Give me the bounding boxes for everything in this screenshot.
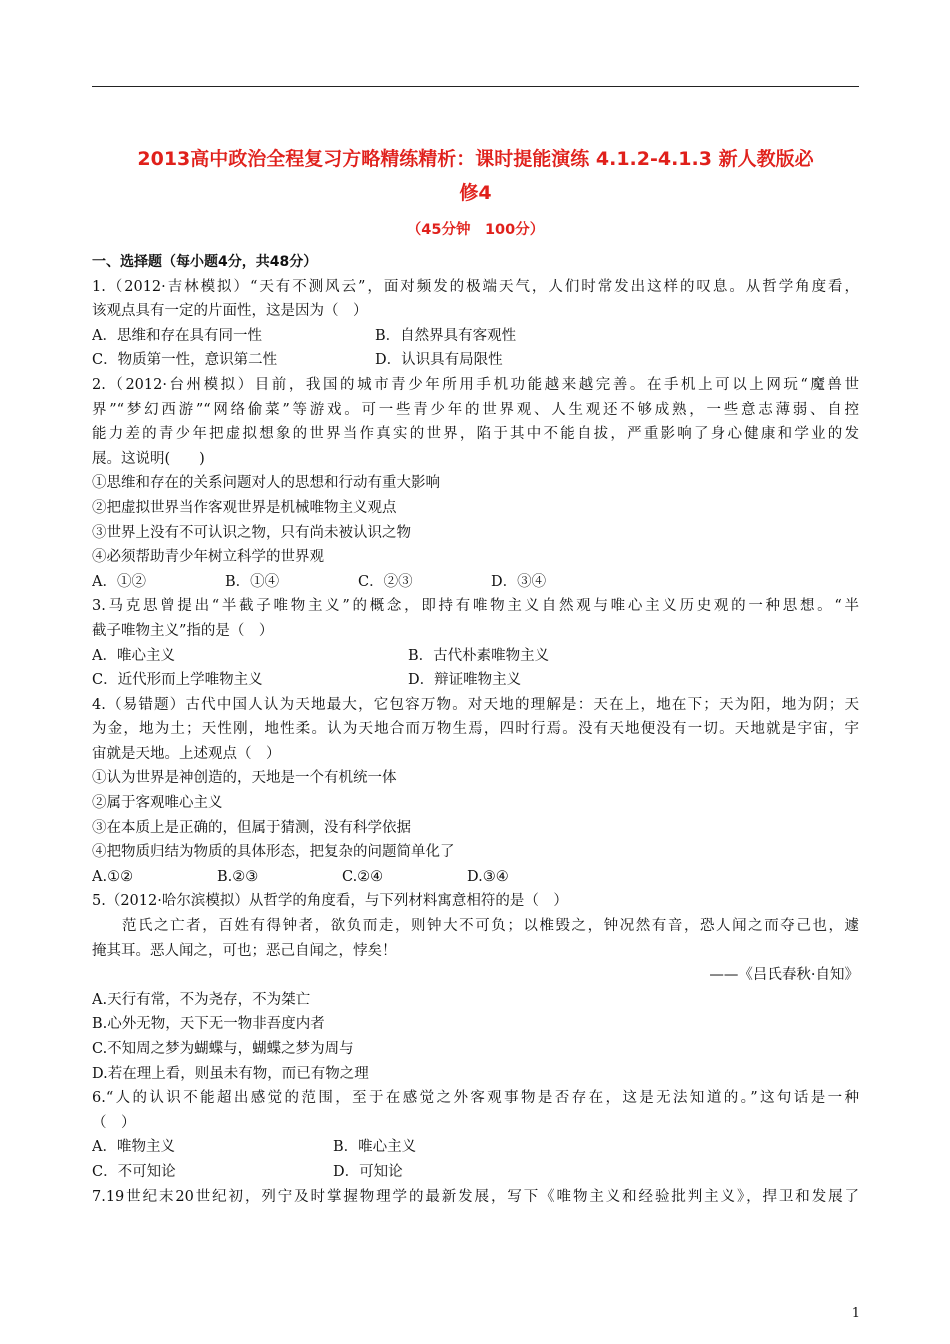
- q4-line: 为金，地为土；天性刚，地性柔。认为天地合而万物生焉，四时行焉。没有天地便没有一切。天地就是宇宙，宇: [92, 721, 859, 738]
- q6-option-d: D．可知论: [333, 1163, 403, 1180]
- q4-statement-1: ①认为世界是神创造的，天地是一个有机统一体: [92, 770, 397, 787]
- q2-option-a: A．①②: [92, 573, 146, 590]
- question-6: [92, 1086, 859, 1184]
- q1-line: 该观点具有一定的片面性，这是因为（ ）: [92, 303, 368, 320]
- q4-statement-2: ②属于客观唯心主义: [92, 795, 223, 812]
- q6-option-a: A．唯物主义: [92, 1139, 175, 1156]
- q3-option-b: B．古代朴素唯物主义: [408, 647, 550, 664]
- q2-statement-4: ④必须帮助青少年树立科学的世界观: [92, 549, 324, 566]
- question-2: [92, 373, 859, 594]
- q2-line: 界”“梦幻西游”“网络偷菜”等游戏。可一些青少年的世界观、人生观还不够成熟，一些意志薄弱、自控: [92, 401, 859, 418]
- question-7: [92, 1185, 859, 1210]
- q2-statement-1: ①思维和存在的关系问题对人的思想和行动有重大影响: [92, 475, 440, 492]
- q3-option-d: D．辩证唯物主义: [408, 672, 522, 689]
- q5-line: 5.（2012·哈尔滨模拟）从哲学的角度看，与下列材料寓意相符的是（ ）: [92, 893, 568, 910]
- q2-statement-2: ②把虚拟世界当作客观世界是机械唯物主义观点: [92, 499, 397, 516]
- q3-option-a: A．唯心主义: [92, 647, 175, 664]
- question-5: [92, 889, 859, 1086]
- question-3: [92, 594, 859, 692]
- q1-options-row: [92, 324, 859, 349]
- q4-option-c: C.②④: [342, 868, 384, 885]
- q2-option-c: C．②③: [358, 573, 413, 590]
- q2-line: 能力差的青少年把虚拟想象的世界当作真实的世界，陷于其中不能自拔，严重影响了身心健康和学业的发: [92, 426, 859, 443]
- q6-option-b: B．唯心主义: [333, 1139, 417, 1156]
- q4-options-row: [92, 865, 859, 890]
- q5-option-d: D.若在理上看，则虽未有物，而已有物之理: [92, 1065, 369, 1082]
- title-line-2: 修4: [459, 182, 492, 204]
- q6-line: （ ）: [92, 1114, 136, 1131]
- q7-line: 7.19世纪末20世纪初，列宁及时掌握物理学的最新发展，写下《唯物主义和经验批判主义》，捍卫和发展了: [92, 1188, 859, 1205]
- q4-option-b: B.②③: [217, 868, 259, 885]
- time-score-subtitle: （45分钟 100分）: [406, 222, 545, 238]
- q2-line: 展。这说明( ): [92, 450, 205, 467]
- q1-line: 1.（2012·吉林模拟）“天有不测风云”，面对频发的极端天气，人们时常发出这样的叹息。从哲学角度看，: [92, 278, 859, 295]
- q4-line: 4.（易错题）古代中国人认为天地最大，它包容万物。对天地的理解是：天在上，地在下；天为阳，地为阴；天: [92, 696, 859, 713]
- q2-option-d: D．③④: [491, 573, 547, 590]
- q2-option-b: B．①④: [225, 573, 280, 590]
- q1-option-c: C．物质第一性，意识第二性: [92, 352, 278, 369]
- q4-statement-4: ④把物质归结为物质的具体形态，把复杂的问题简单化了: [92, 844, 455, 861]
- q1-option-d: D．认识具有局限性: [375, 352, 503, 369]
- q5-quote-line: 掩其耳。恶人闻之，可也；恶己自闻之，悖矣！: [92, 942, 397, 959]
- title-line-1: 2013高中政治全程复习方略精练精析：课时提能演练 4.1.2-4.1.3 新人教版必: [137, 148, 814, 170]
- q6-options-row: [92, 1160, 859, 1185]
- q3-line: 3.马克思曾提出“半截子唯物主义”的概念，即持有唯物主义自然观与唯心主义历史观的一种思想。“半: [92, 598, 859, 615]
- page-number: 1: [851, 1306, 860, 1321]
- q5-quote-source: ——《吕氏春秋·自知》: [709, 967, 859, 984]
- q4-line: 宙就是天地。上述观点（ ）: [92, 745, 281, 762]
- section-heading: 一、选择题（每小题4分，共48分）: [92, 254, 318, 270]
- q6-options-row: [92, 1135, 859, 1160]
- q6-line: 6.“人的认识不能超出感觉的范围，至于在感觉之外客观事物是否存在，这是无法知道的。”这句话是一种: [92, 1090, 859, 1107]
- question-4: [92, 693, 859, 890]
- q2-statement-3: ③世界上没有不可认识之物，只有尚未被认识之物: [92, 524, 411, 541]
- q4-option-a: A.①②: [92, 868, 134, 885]
- q6-option-c: C．不可知论: [92, 1163, 176, 1180]
- q1-option-a: A．思维和存在具有同一性: [92, 327, 262, 344]
- q3-option-c: C．近代形而上学唯物主义: [92, 672, 263, 689]
- header-rule: [92, 86, 859, 87]
- q4-statement-3: ③在本质上是正确的，但属于猜测，没有科学依据: [92, 819, 411, 836]
- q5-option-a: A.天行有常，不为尧存，不为桀亡: [92, 991, 311, 1008]
- q2-options-row: [92, 570, 859, 595]
- q5-option-b: B.心外无物，天下无一物非吾度内者: [92, 1016, 325, 1033]
- q3-options-row: [92, 668, 859, 693]
- q2-line: 2.（2012·台州模拟）目前，我国的城市青少年所用手机功能越来越完善。在手机上可以上网玩“魔兽世: [92, 376, 859, 393]
- q4-option-d: D.③④: [467, 868, 509, 885]
- q5-option-c: C.不知周之梦为蝴蝶与，蝴蝶之梦为周与: [92, 1041, 354, 1057]
- q3-options-row: [92, 644, 859, 669]
- q1-option-b: B．自然界具有客观性: [375, 327, 517, 344]
- question-1: [92, 275, 859, 373]
- q5-quote-line: 范氏之亡者，百姓有得钟者，欲负而走，则钟大不可负；以椎毁之，钟况然有音，恐人闻之而夺己也，遽: [122, 918, 859, 935]
- q1-options-row: [92, 348, 859, 373]
- q3-line: 截子唯物主义”指的是（ ）: [92, 622, 274, 639]
- document-title: [92, 142, 859, 210]
- document-body: [92, 250, 859, 1209]
